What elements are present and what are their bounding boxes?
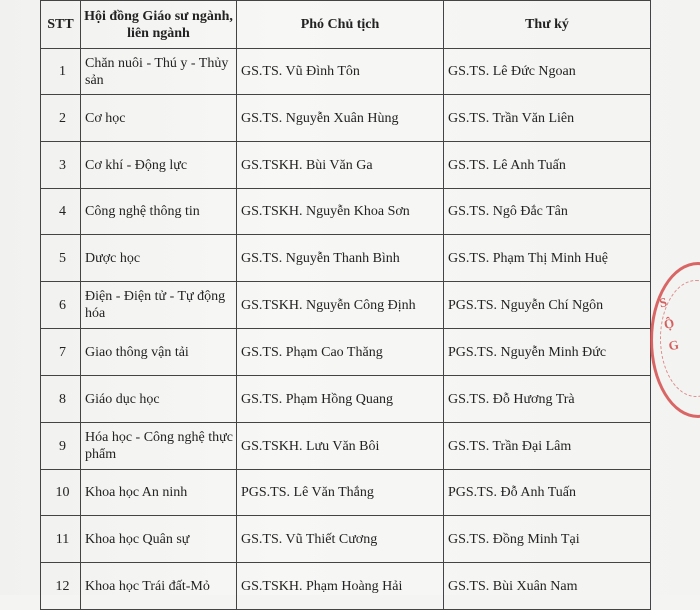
cell-secretary: GS.TS. Ngô Đắc Tân — [444, 189, 651, 235]
cell-vice-chair: GS.TS. Phạm Hồng Quang — [237, 376, 444, 423]
cell-secretary: GS.TS. Lê Anh Tuấn — [444, 142, 651, 189]
cell-vice-chair: GS.TSKH. Nguyễn Khoa Sơn — [237, 189, 444, 235]
cell-stt: 10 — [41, 470, 81, 516]
cell-stt: 12 — [41, 563, 81, 610]
table-row — [41, 142, 651, 189]
cell-stt: 2 — [41, 95, 81, 142]
table-row — [41, 189, 651, 235]
cell-secretary: GS.TS. Bùi Xuân Nam — [444, 563, 651, 610]
cell-council: Hóa học - Công nghệ thực phẩm — [81, 423, 237, 470]
cell-secretary: GS.TS. Trần Đại Lâm — [444, 423, 651, 470]
cell-council: Khoa học Quân sự — [81, 516, 237, 563]
cell-stt: 4 — [41, 189, 81, 235]
cell-stt: 7 — [41, 329, 81, 376]
table-row — [41, 563, 651, 610]
cell-council: Công nghệ thông tin — [81, 189, 237, 235]
cell-vice-chair: GS.TS. Nguyễn Thanh Bình — [237, 235, 444, 282]
cell-stt: 11 — [41, 516, 81, 563]
cell-secretary: PGS.TS. Nguyễn Chí Ngôn — [444, 282, 651, 329]
table-row — [41, 235, 651, 282]
header-vice-chair: Phó Chủ tịch — [237, 1, 444, 49]
cell-vice-chair: GS.TSKH. Phạm Hoàng Hải — [237, 563, 444, 610]
header-secretary: Thư ký — [444, 1, 651, 49]
cell-vice-chair: GS.TS. Phạm Cao Thăng — [237, 329, 444, 376]
table-row — [41, 376, 651, 423]
table-row — [41, 470, 651, 516]
cell-stt: 9 — [41, 423, 81, 470]
cell-secretary: GS.TS. Đồng Minh Tại — [444, 516, 651, 563]
cell-council: Giao thông vận tải — [81, 329, 237, 376]
table-row — [41, 282, 651, 329]
seal-letter: S — [657, 294, 669, 311]
table-row — [41, 516, 651, 563]
cell-vice-chair: GS.TSKH. Nguyễn Công Định — [237, 282, 444, 329]
cell-vice-chair: PGS.TS. Lê Văn Thắng — [237, 470, 444, 516]
cell-council: Cơ khí - Động lực — [81, 142, 237, 189]
cell-stt: 8 — [41, 376, 81, 423]
table-row — [41, 423, 651, 470]
seal-letter: Ộ — [662, 315, 676, 332]
cell-secretary: PGS.TS. Nguyễn Minh Đức — [444, 329, 651, 376]
cell-council: Điện - Điện tử - Tự động hóa — [81, 282, 237, 329]
cell-secretary: GS.TS. Lê Đức Ngoan — [444, 49, 651, 95]
cell-vice-chair: GS.TSKH. Lưu Văn Bôi — [237, 423, 444, 470]
seal-letter: G — [667, 336, 681, 354]
cell-vice-chair: GS.TS. Nguyễn Xuân Hùng — [237, 95, 444, 142]
cell-council: Khoa học Trái đất-Mỏ — [81, 563, 237, 610]
header-council: Hội đồng Giáo sư ngành, liên ngành — [81, 1, 237, 49]
cell-secretary: GS.TS. Trần Văn Liên — [444, 95, 651, 142]
cell-secretary: PGS.TS. Đỗ Anh Tuấn — [444, 470, 651, 516]
cell-secretary: GS.TS. Đỗ Hương Trà — [444, 376, 651, 423]
cell-stt: 5 — [41, 235, 81, 282]
table-header-row — [41, 1, 651, 49]
cell-secretary: GS.TS. Phạm Thị Minh Huệ — [444, 235, 651, 282]
cell-stt: 1 — [41, 49, 81, 95]
cell-vice-chair: GS.TS. Vũ Thiết Cương — [237, 516, 444, 563]
cell-stt: 3 — [41, 142, 81, 189]
cell-council: Khoa học An ninh — [81, 470, 237, 516]
table-row — [41, 329, 651, 376]
council-table — [40, 0, 651, 610]
cell-council: Chăn nuôi - Thú y - Thủy sản — [81, 49, 237, 95]
cell-council: Giáo dục học — [81, 376, 237, 423]
cell-vice-chair: GS.TSKH. Bùi Văn Ga — [237, 142, 444, 189]
cell-stt: 6 — [41, 282, 81, 329]
table-row — [41, 95, 651, 142]
cell-vice-chair: GS.TS. Vũ Đình Tôn — [237, 49, 444, 95]
table-row — [41, 49, 651, 95]
cell-council: Cơ học — [81, 95, 237, 142]
cell-council: Dược học — [81, 235, 237, 282]
header-stt: STT — [41, 1, 81, 49]
